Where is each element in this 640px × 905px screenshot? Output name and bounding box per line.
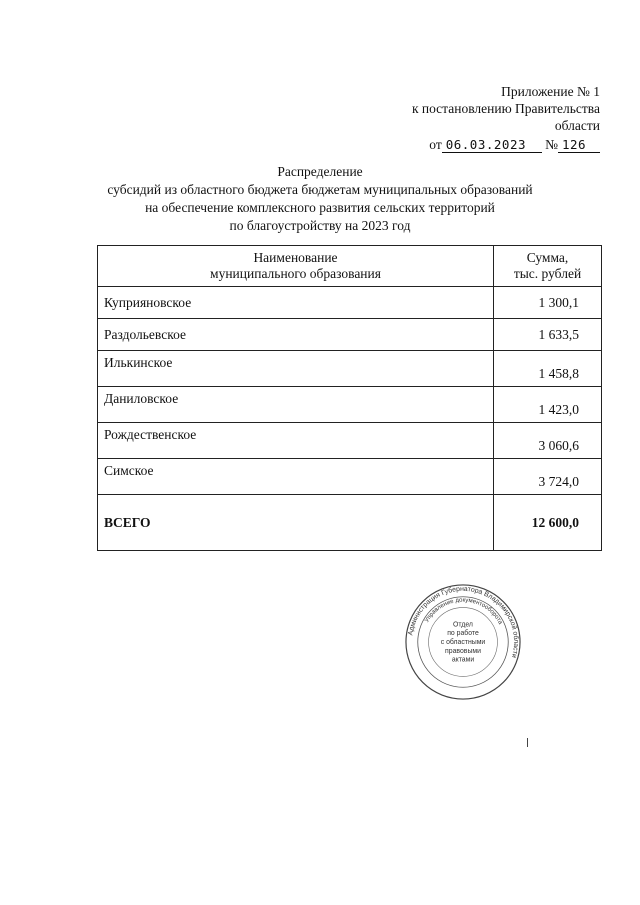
municipality-name: Куприяновское (98, 287, 494, 319)
municipality-name: Илькинское (98, 351, 494, 387)
decree-date: 06.03.2023 (442, 138, 542, 153)
appendix-date-line (340, 136, 600, 153)
scan-mark (527, 738, 528, 747)
table-row (98, 387, 602, 423)
municipality-name: Рождественское (98, 423, 494, 459)
subsidy-amount: 3 724,0 (494, 459, 602, 495)
table-header-row (98, 246, 602, 287)
stamp-center-5: актами (451, 656, 475, 664)
header-sum-line-2: тыс. рублей (513, 266, 582, 281)
heading-line-4: по благоустройству на 2023 год (229, 218, 411, 233)
stamp-outer-text: Администрация Губернатора Владимирской области (407, 585, 520, 659)
header-name-line-2: муниципального образования (210, 266, 381, 281)
appendix-title: Приложение № 1 (501, 84, 600, 99)
stamp-center-4: правовыми (445, 647, 481, 655)
table-row (98, 287, 602, 319)
total-amount: 12 600,0 (494, 495, 602, 551)
stamp-center-3: с областными (440, 638, 486, 646)
official-stamp (404, 583, 522, 701)
date-prefix: от (429, 137, 442, 152)
header-sum-line-1: Сумма, (526, 250, 569, 265)
decree-number: 126 (558, 138, 600, 153)
municipality-name: Даниловское (98, 387, 494, 423)
heading-line-1: Распределение (277, 164, 363, 179)
appendix-reference: к постановлению Правительства (411, 101, 600, 116)
table-row (98, 319, 602, 351)
subsidy-amount: 3 060,6 (494, 423, 602, 459)
stamp-center-1: Отдел (453, 621, 473, 629)
table-row (98, 459, 602, 495)
header-name-line-1: Наименование (253, 250, 338, 265)
heading-line-3: на обеспечение комплексного развития сельских территорий (145, 200, 495, 215)
table-total-row (98, 495, 602, 551)
subsidy-table (97, 245, 602, 551)
subsidy-amount: 1 423,0 (494, 387, 602, 423)
header-name-column (98, 246, 494, 287)
table-row (98, 423, 602, 459)
total-label: ВСЕГО (98, 495, 494, 551)
heading-line-2: субсидий из областного бюджета бюджетам муниципальных образований (107, 182, 533, 197)
municipality-name: Раздольевское (98, 319, 494, 351)
table-row (98, 351, 602, 387)
subsidy-amount: 1 633,5 (494, 319, 602, 351)
number-prefix: № (545, 137, 558, 152)
stamp-inner-text: Управление документооборота (423, 596, 504, 626)
header-sum-column (494, 246, 602, 287)
document-heading (0, 163, 640, 235)
municipality-name: Симское (98, 459, 494, 495)
subsidy-amount: 1 458,8 (494, 351, 602, 387)
appendix-region: области (554, 118, 600, 133)
subsidy-amount: 1 300,1 (494, 287, 602, 319)
stamp-center-2: по работе (447, 630, 479, 638)
appendix-block (340, 83, 600, 153)
